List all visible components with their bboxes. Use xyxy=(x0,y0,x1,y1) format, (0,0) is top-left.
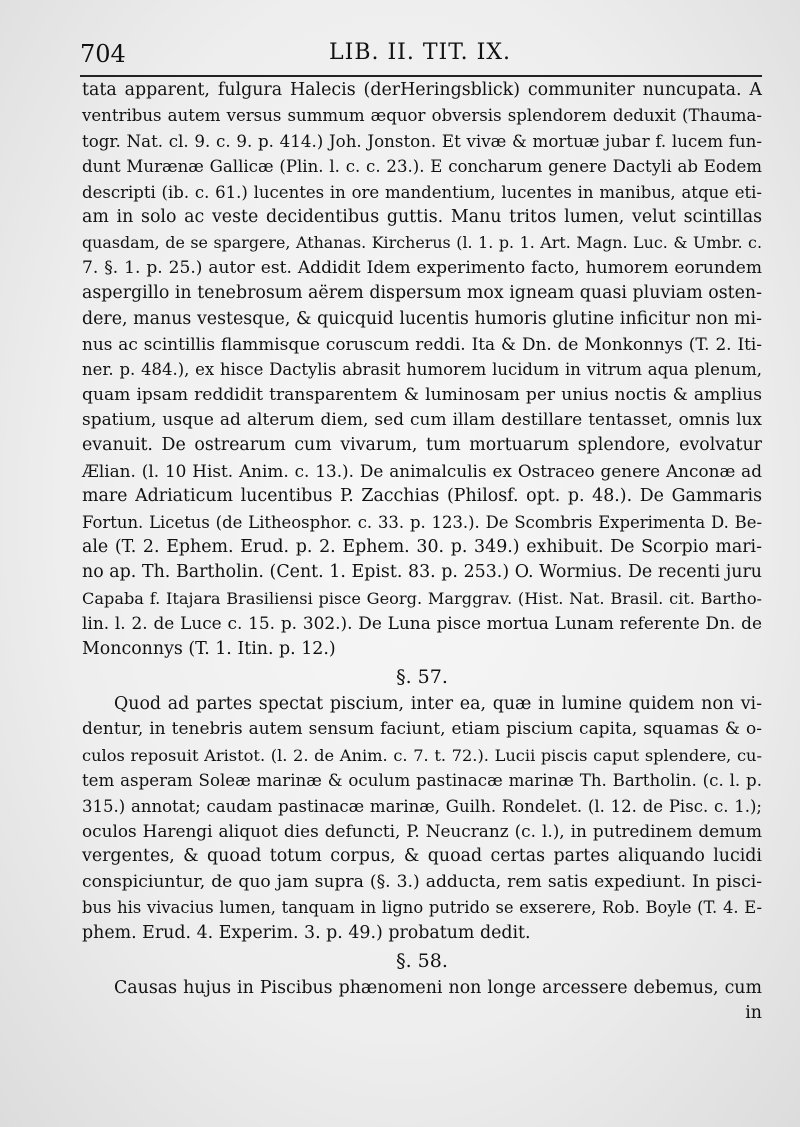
page-header xyxy=(80,40,760,70)
text-line: aspergillo in tenebrosum aërem dispersum mox igneam quasi pluviam osten- xyxy=(82,283,762,304)
text-line: Fortun. Licetus (de Litheosphor. c. 33. p. 123.). De Scombris Experimenta D. Be- xyxy=(82,512,762,532)
text-line: dentur, in tenebris autem sensum faciunt, etiam piscium capita, squamas & o- xyxy=(82,719,762,740)
paragraph-3 xyxy=(82,976,762,1027)
text-line: ner. p. 484.), ex hisce Dactylis abrasit humorem lucidum in vitrum aqua plenum, xyxy=(82,360,762,380)
section-heading-57: §. 57. xyxy=(396,665,448,688)
text-line: spatium, usque ad alterum diem, sed cum illam destillare tentasset, omnis lux xyxy=(82,410,762,431)
header-rule xyxy=(80,75,762,77)
text-line: tem asperam Soleæ marinæ & oculum pastinacæ marinæ Th. Bartholin. (c. l. p. xyxy=(82,771,762,791)
text-line: quasdam, de se spargere, Athanas. Kircherus (l. 1. p. 1. Art. Magn. Luc. & Umbr. c. xyxy=(82,233,762,253)
text-line: nus ac scintillis flammisque coruscum reddi. Ita & Dn. de Monkonnys (T. 2. Iti- xyxy=(82,333,762,354)
text-line: bus his vivacius lumen, tanquam in ligno putrido se exserere, Rob. Boyle (T. 4. E- xyxy=(82,898,762,918)
text-line: 315.) annotat; caudam pastinacæ marinæ, Guilh. Rondelet. (l. 12. de Pisc. c. 1.); xyxy=(82,796,762,816)
text-line: conspiciuntur, de quo jam supra (§. 3.) adducta, rem satis expediunt. In pisci- xyxy=(82,871,762,892)
text-line: Quod ad partes spectat piscium, inter ea, quæ in lumine quidem non vi- xyxy=(114,693,762,714)
text-line: mare Adriaticum lucentibus P. Zacchias (Philosf. opt. p. 48.). De Gammaris xyxy=(82,486,762,507)
running-head: LIB. II. TIT. IX. xyxy=(329,40,511,65)
text-line: no ap. Th. Bartholin. (Cent. 1. Epist. 83. p. 253.) O. Wormius. De recenti juru xyxy=(82,562,762,583)
text-line: evanuit. De ostrearum cum vivarum, tum mortuarum splendore, evolvatur xyxy=(82,435,762,456)
text-line: phem. Erud. 4. Experim. 3. p. 49.) probatum dedit. xyxy=(82,922,531,943)
text-line: Capaba f. Itajara Brasiliensi pisce Georg. Marggrav. (Hist. Nat. Brasil. cit. Bartho- xyxy=(82,588,762,608)
body-text xyxy=(82,78,762,1027)
text-line: tata apparent, fulgura Halecis (derHeringsblick) communiter nuncupata. A xyxy=(82,80,762,100)
section-heading-58: §. 58. xyxy=(396,949,448,972)
text-line: descripti (ib. c. 61.) lucentes in ore mandentium, lucentes in manibus, atque eti- xyxy=(82,182,762,202)
text-line: vergentes, & quoad totum corpus, & quoad certas partes aliquando lucidi xyxy=(82,846,762,867)
text-line: ventribus autem versus summum æquor obversis splendorem deduxit (Thauma- xyxy=(82,106,762,126)
page-number: 704 xyxy=(80,40,126,68)
text-line: dere, manus vestesque, & quicquid lucentis humoris glutine inficitur non mi- xyxy=(82,308,762,329)
paragraph-1 xyxy=(82,78,762,662)
text-line: culos reposuit Aristot. (l. 2. de Anim. c. 7. t. 72.). Lucii piscis caput splendere, cu- xyxy=(82,745,762,765)
text-line: lin. l. 2. de Luce c. 15. p. 302.). De Luna pisce mortua Lunam referente Dn. de xyxy=(82,613,762,634)
text-line: Monconnys (T. 1. Itin. p. 12.) xyxy=(82,638,336,659)
paragraph-2 xyxy=(82,692,762,946)
text-line: dunt Murænæ Gallicæ (Plin. l. c. c. 23.). E concharum genere Dactyli ab Eodem xyxy=(82,157,762,177)
text-line: ale (T. 2. Ephem. Erud. p. 2. Ephem. 30. p. 349.) exhibuit. De Scorpio mari- xyxy=(82,537,762,558)
text-line: Ælian. (l. 10 Hist. Anim. c. 13.). De animalculis ex Ostraceo genere Anconæ ad xyxy=(82,460,762,481)
text-line: am in solo ac veste decidentibus guttis. Manu tritos lumen, velut scintillas xyxy=(82,206,762,227)
text-line: oculos Harengi aliquot dies defuncti, P. Neucranz (c. l.), in putredinem demum xyxy=(82,820,762,841)
text-line: togr. Nat. cl. 9. c. 9. p. 414.) Joh. Jonston. Et vivæ & mortuæ jubar f. lucem fun- xyxy=(82,131,762,151)
text-line: Causas hujus in Piscibus phænomeni non longe arcessere debemus, cum xyxy=(114,977,762,998)
catchword: in xyxy=(745,1003,762,1024)
text-line: 7. §. 1. p. 25.) autor est. Addidit Idem experimento facto, humorem eorundem xyxy=(82,257,762,278)
text-line: quam ipsam reddidit transparentem & luminosam per unius noctis & amplius xyxy=(82,384,762,405)
